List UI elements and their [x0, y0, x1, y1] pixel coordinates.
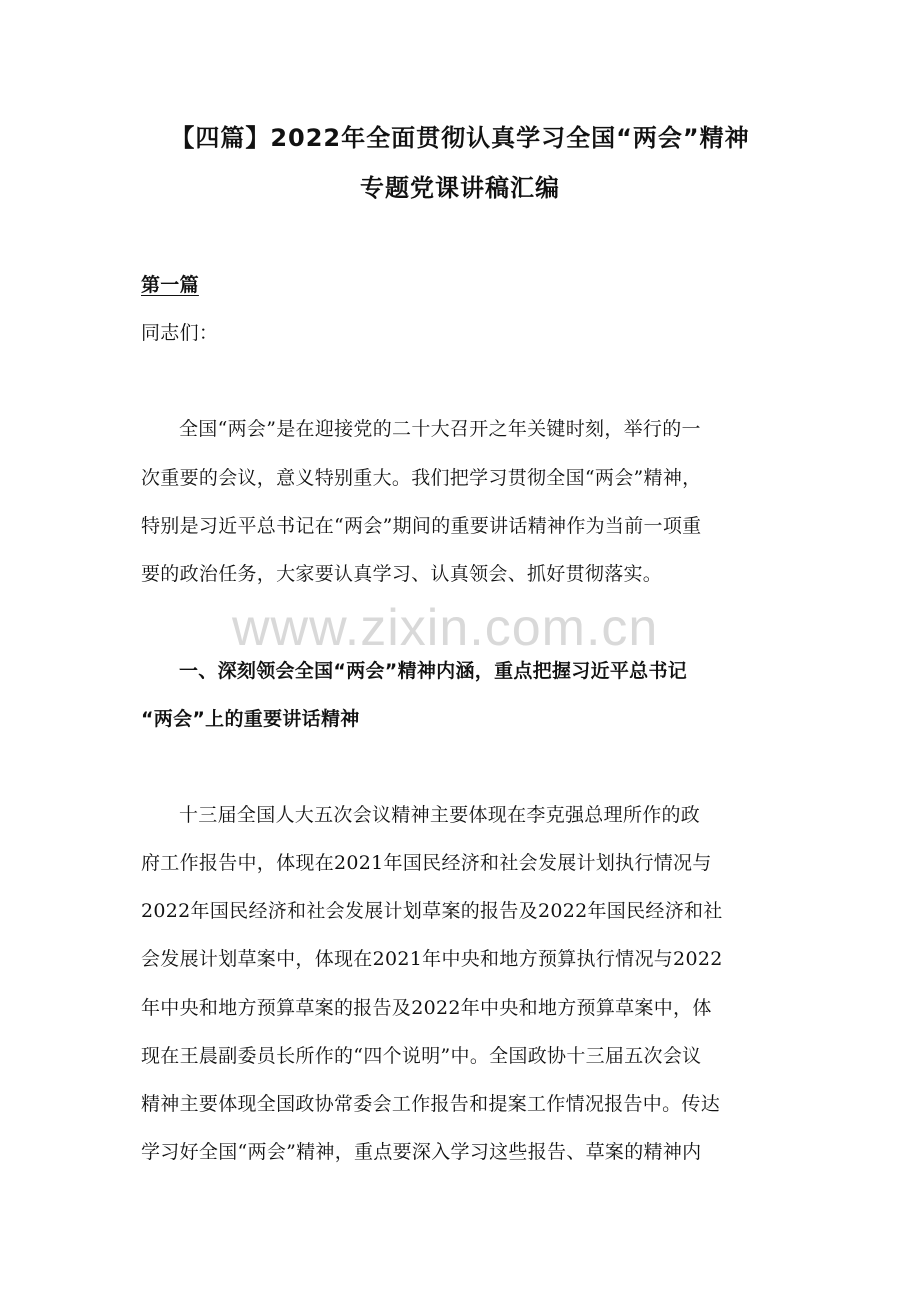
paragraph-2-line-3: 2022年国民经济和社会发展计划草案的报告及2022年国民经济和社: [141, 900, 723, 922]
paragraph-1-line-1: 全国“两会”是在迎接党的二十大召开之年关键时刻，举行的一: [179, 418, 701, 440]
document-title-line-2: 专题党课讲稿汇编: [360, 174, 560, 202]
heading-1-line-1: 一、深刻领会全国“两会”精神内涵，重点把握习近平总书记: [179, 660, 688, 682]
paragraph-1-line-4: 要的政治任务，大家要认真学习、认真领会、抓好贯彻落实。: [141, 563, 663, 585]
salutation: 同志们：: [141, 322, 219, 344]
heading-1-line-2: “两会”上的重要讲话精神: [141, 708, 360, 730]
section-label: 第一篇: [141, 274, 199, 296]
paragraph-2-line-6: 现在王晨副委员长所作的“四个说明”中。全国政协十三届五次会议: [141, 1045, 702, 1067]
paragraph-2-line-7: 精神主要体现全国政协常委会工作报告和提案工作情况报告中。传达: [141, 1093, 721, 1115]
paragraph-1-line-2: 次重要的会议，意义特别重大。我们把学习贯彻全国“两会”精神，: [141, 467, 702, 489]
paragraph-2-line-1: 十三届全国人大五次会议精神主要体现在李克强总理所作的政: [179, 804, 701, 826]
paragraph-2-line-2: 府工作报告中，体现在2021年国民经济和社会发展计划执行情况与: [141, 852, 712, 874]
document-title-line-1: 【四篇】2022年全面贯彻认真学习全国“两会”精神: [170, 124, 750, 152]
watermark: www.zixin.com.cn: [232, 599, 659, 657]
paragraph-1-line-3: 特别是习近平总书记在“两会”期间的重要讲话精神作为当前一项重: [141, 515, 702, 537]
paragraph-2-line-4: 会发展计划草案中，体现在2021年中央和地方预算执行情况与2022: [141, 948, 723, 970]
paragraph-2-line-8: 学习好全国“两会”精神，重点要深入学习这些报告、草案的精神内: [141, 1141, 702, 1163]
paragraph-2-line-5: 年中央和地方预算草案的报告及2022年中央和地方预算草案中，体: [141, 997, 712, 1019]
